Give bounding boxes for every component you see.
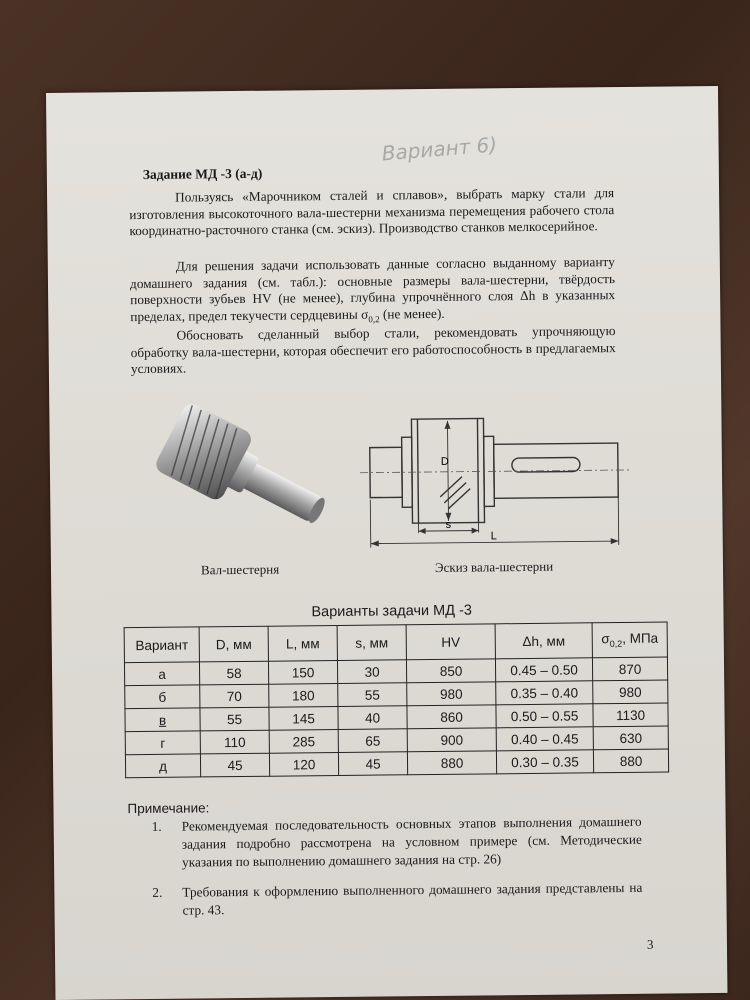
- document-sheet: [46, 86, 727, 1000]
- header-variant: Вариант: [124, 627, 199, 663]
- cell-sigma: 870: [592, 657, 667, 681]
- header-dh: Δh, мм: [495, 623, 592, 659]
- note-item-2: [152, 879, 642, 920]
- sketch-label-s: s: [445, 518, 452, 531]
- header-s: s, мм: [337, 625, 406, 661]
- cell-variant: г: [125, 731, 200, 755]
- cell-hv: 860: [407, 705, 496, 729]
- cell-d: 70: [200, 684, 269, 708]
- cell-s: 30: [337, 660, 406, 684]
- cell-hv: 980: [407, 682, 496, 706]
- note-item-1: [152, 813, 643, 872]
- sketch-label-d: D: [440, 455, 449, 468]
- header-sigma: $\sigma_{0,2}$, МПа: [592, 622, 667, 658]
- sketch-caption: Эскиз вала-шестерни: [434, 558, 554, 575]
- cell-sigma: 1130: [593, 703, 668, 727]
- table-row: [125, 749, 668, 778]
- cell-dh: 0.30 – 0.35: [496, 750, 593, 774]
- cell-s: 55: [338, 683, 407, 707]
- cell-variant: б: [125, 685, 200, 709]
- cell-variant: а: [124, 662, 199, 686]
- cell-hv: 850: [406, 659, 495, 683]
- cell-l: 180: [269, 683, 338, 707]
- note-number: 2.: [152, 884, 163, 900]
- variants-table: [124, 622, 670, 779]
- header-l: L, мм: [268, 625, 337, 661]
- cell-sigma: 880: [593, 749, 668, 773]
- note-number: 1.: [151, 818, 162, 834]
- table-title: Варианты задачи МД -3: [311, 602, 473, 621]
- handwritten-note: Вариант 6): [380, 132, 498, 166]
- cell-d: 110: [200, 730, 269, 754]
- cell-s: 45: [338, 752, 407, 776]
- cell-dh: 0.35 – 0.40: [496, 681, 593, 705]
- cell-d: 55: [200, 707, 269, 731]
- gear-shaft-photo: [149, 398, 331, 550]
- header-d: D, мм: [199, 626, 268, 662]
- page-number: 3: [646, 936, 654, 952]
- cell-l: 145: [269, 706, 338, 730]
- sketch-label-l: L: [490, 530, 497, 543]
- gear-shaft-sketch: [349, 405, 641, 556]
- paragraph-3: Обосновать сделанный выбор стали, рекомендовать упрочняющую обработку вала-шестерни, которая обеспечит его работоспособность в предлагаемых условиях.: [130, 323, 616, 377]
- notes-heading: Примечание:: [127, 800, 210, 817]
- cell-d: 58: [199, 661, 268, 685]
- cell-l: 150: [268, 660, 337, 684]
- photo-caption: Вал-шестерня: [200, 561, 280, 578]
- cell-hv: 880: [407, 751, 496, 775]
- cell-sigma: 630: [593, 726, 668, 750]
- cell-d: 45: [200, 753, 269, 777]
- cell-hv: 900: [407, 728, 496, 752]
- note-text: Требования к оформлению выполненного домашнего задания представлены на стр. 43.: [182, 879, 643, 918]
- paragraph-2: Для решения задачи использовать данные согласно выданному варианту домашнего задания (см. табл.): основные размеры вала-шестерни, твёрдость поверхности зубьев HV (не менее), глубина упрочнённого слоя Δh в указанных пределах, предел текучести сердцевины $\sigma_{0,2}$ (не менее).: [129, 254, 616, 325]
- paragraph-1: Пользуясь «Марочником сталей и сплавов», выбрать марку стали для изготовления высокоточного вала-шестерни механизма перемещения рабочего стола координатно-расточного станка (см. эскиз). Производство станков мелкосерийное.: [129, 185, 615, 239]
- cell-variant: в: [125, 708, 200, 732]
- cell-dh: 0.45 – 0.50: [495, 658, 592, 682]
- cell-sigma: 980: [593, 680, 668, 704]
- cell-dh: 0.40 – 0.45: [496, 727, 593, 751]
- task-title: Задание МД -3 (а-д): [142, 165, 263, 182]
- cell-s: 40: [338, 706, 407, 730]
- cell-s: 65: [338, 729, 407, 753]
- table-header-row: [124, 622, 667, 663]
- cell-l: 285: [269, 729, 338, 753]
- cell-dh: 0.50 – 0.55: [496, 704, 593, 728]
- cell-variant: д: [125, 754, 200, 778]
- cell-l: 120: [269, 752, 338, 776]
- note-text: Рекомендуемая последовательность основных этапов выполнения домашнего задания подробно рассмотрена на условном примере (см. Методические указания по выполнению домашнего задания на стр. 26): [181, 813, 642, 870]
- header-hv: HV: [406, 624, 495, 660]
